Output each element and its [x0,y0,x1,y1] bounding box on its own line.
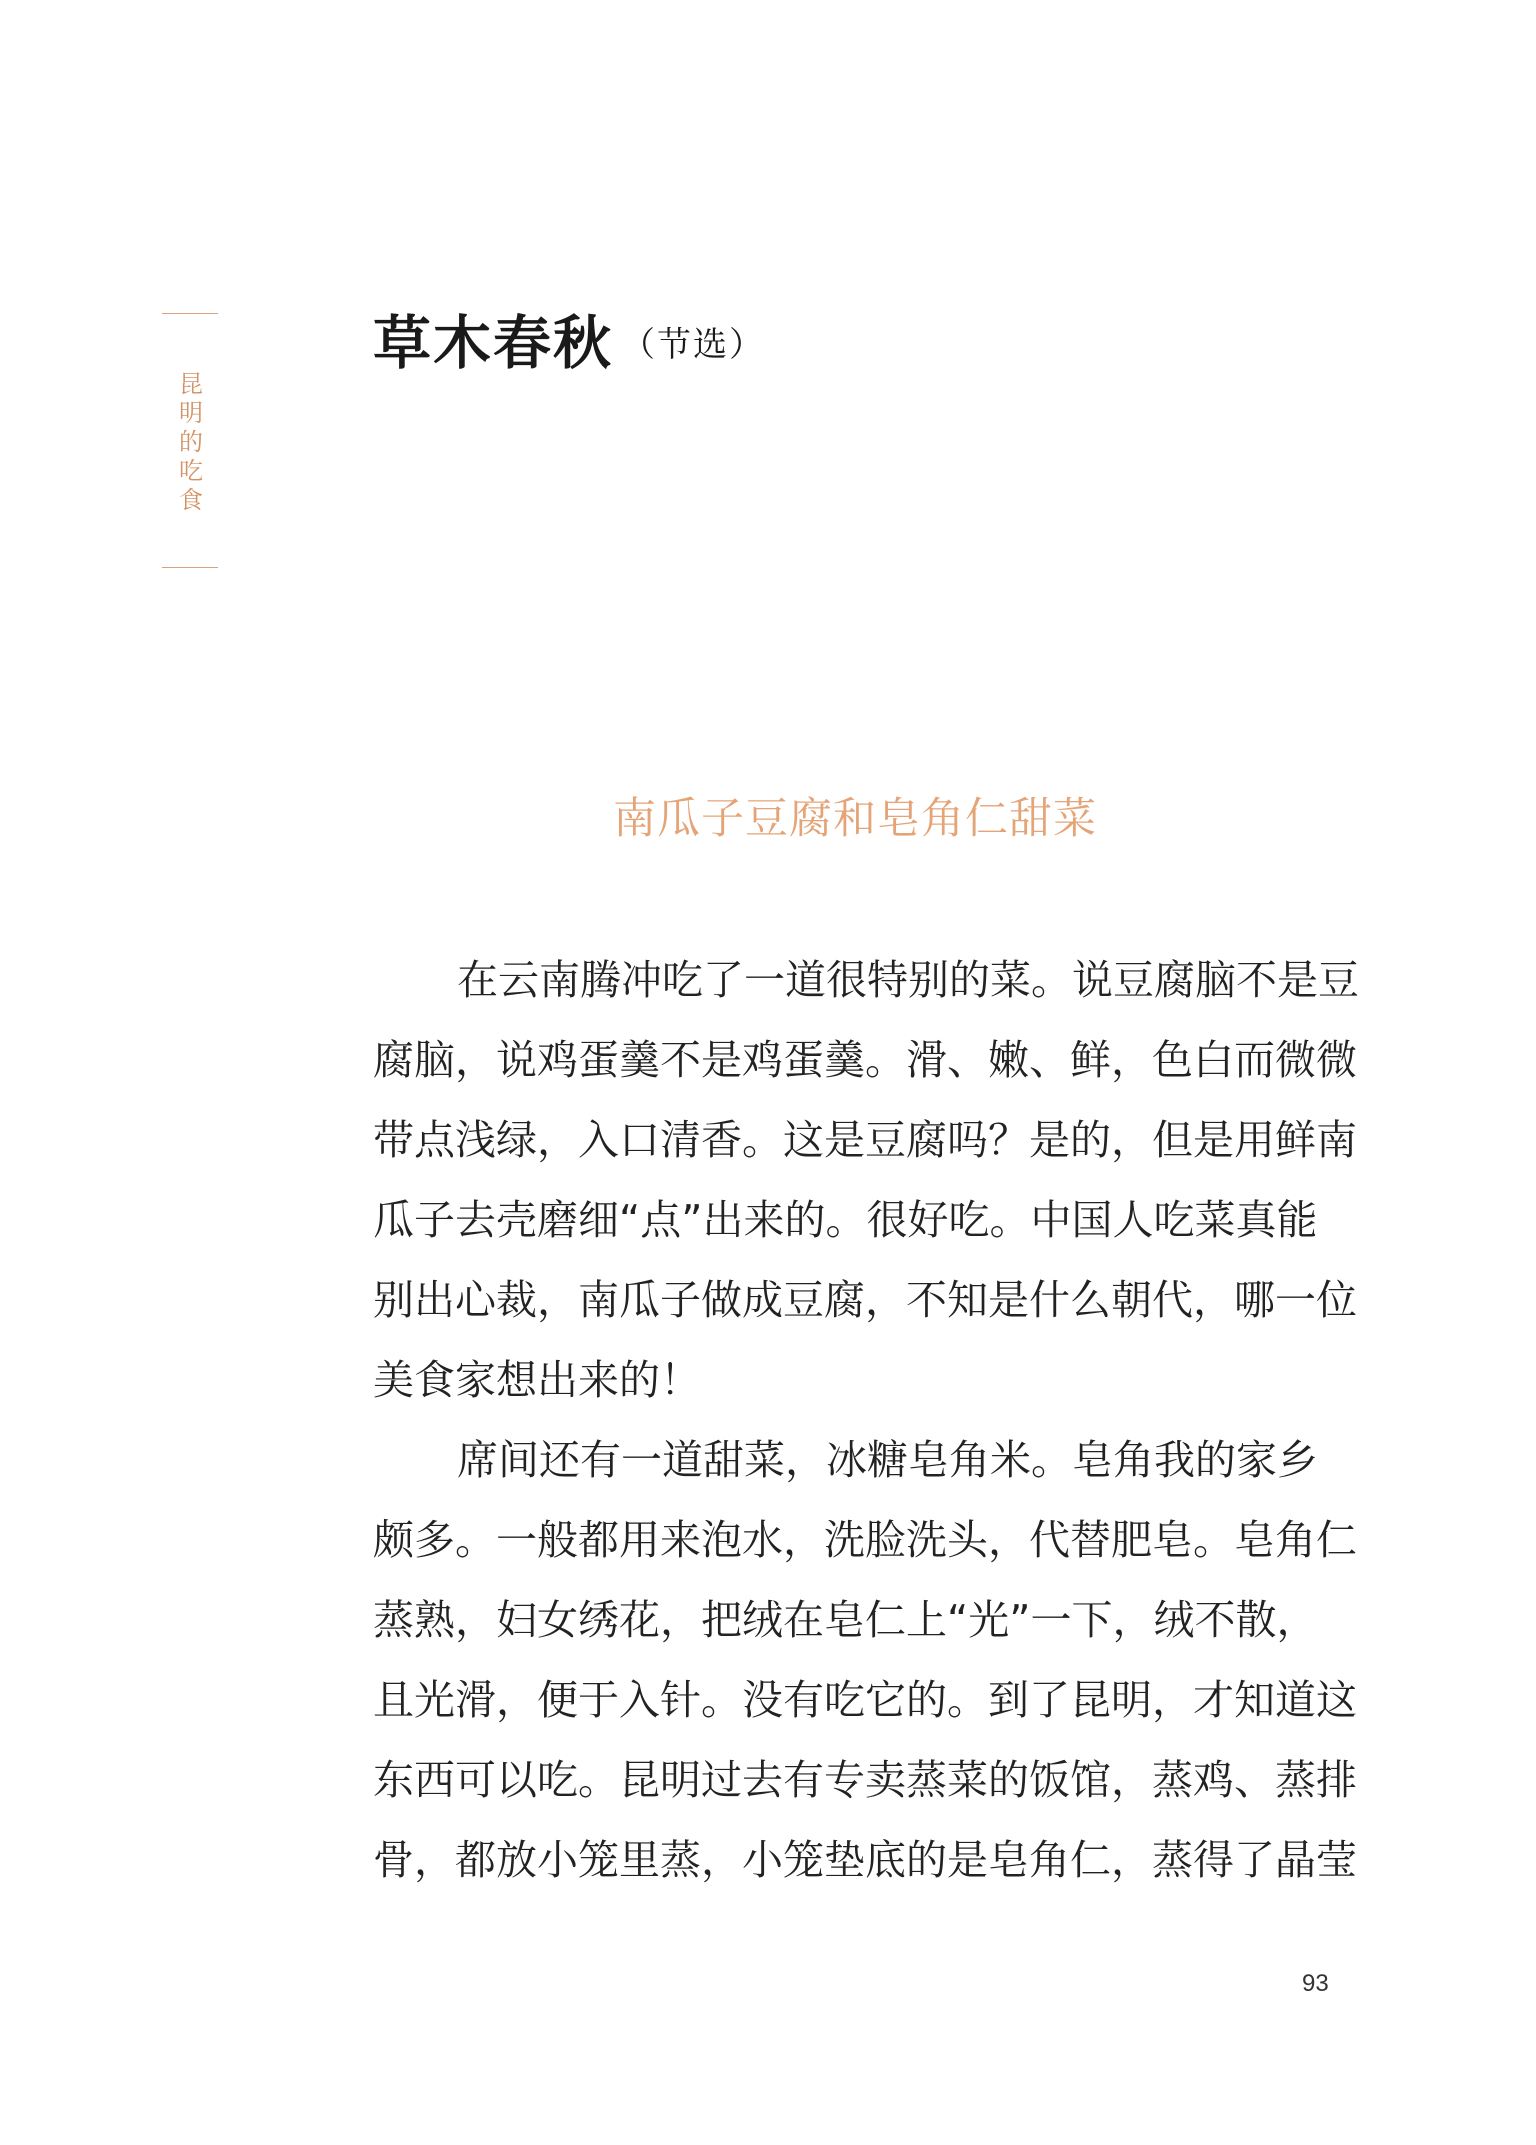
running-head-char: 的 [179,428,203,456]
paragraph-line: 骨，都放小笼里蒸，小笼垫底的是皂角仁，蒸得了晶莹 [373,1836,1357,1884]
page-number: 93 [1302,1970,1329,1997]
paragraph-line: 颇多。一般都用来泡水，洗脸洗头，代替肥皂。皂角仁 [373,1516,1357,1564]
running-head-char: 食 [179,486,203,514]
body-text [373,940,1359,1900]
paragraph-line: 带点浅绿，入口清香。这是豆腐吗？是的，但是用鲜南 [373,1116,1357,1164]
paragraph-line: 腐脑，说鸡蛋羹不是鸡蛋羹。滑、嫩、鲜，色白而微微 [373,1036,1357,1084]
paragraph-line: 蒸熟，妇女绣花，把绒在皂仁上“光”一下，绒不散， [373,1596,1318,1644]
paragraph-line: 别出心裁，南瓜子做成豆腐，不知是什么朝代，哪一位 [373,1276,1357,1324]
section-title: 南瓜子豆腐和皂角仁甜菜 [613,794,1097,844]
paragraph-line: 东西可以吃。昆明过去有专卖蒸菜的饭馆，蒸鸡、蒸排 [373,1756,1357,1804]
paragraph-first-line: 席间还有一道甜菜，冰糖皂角米。皂角我的家乡 [457,1436,1318,1484]
chapter-heading [373,308,765,378]
running-head-char: 吃 [179,457,203,485]
running-head-char: 明 [179,399,203,427]
running-head-char: 昆 [179,370,203,398]
paragraph-line: 瓜子去壳磨细“点”出来的。很好吃。中国人吃菜真能 [373,1196,1318,1244]
running-head-top-rule [162,313,218,314]
paragraph-first-line: 在云南腾冲吃了一道很特别的菜。说豆腐脑不是豆 [457,956,1359,1004]
running-head [174,370,208,515]
chapter-title: 草木春秋 [373,309,614,377]
running-head-bottom-rule [162,567,218,568]
chapter-title-note: （节选） [621,325,766,365]
paragraph-line: 美食家想出来的！ [373,1356,701,1404]
paragraph-line: 且光滑，便于入针。没有吃它的。到了昆明，才知道这 [373,1676,1357,1724]
